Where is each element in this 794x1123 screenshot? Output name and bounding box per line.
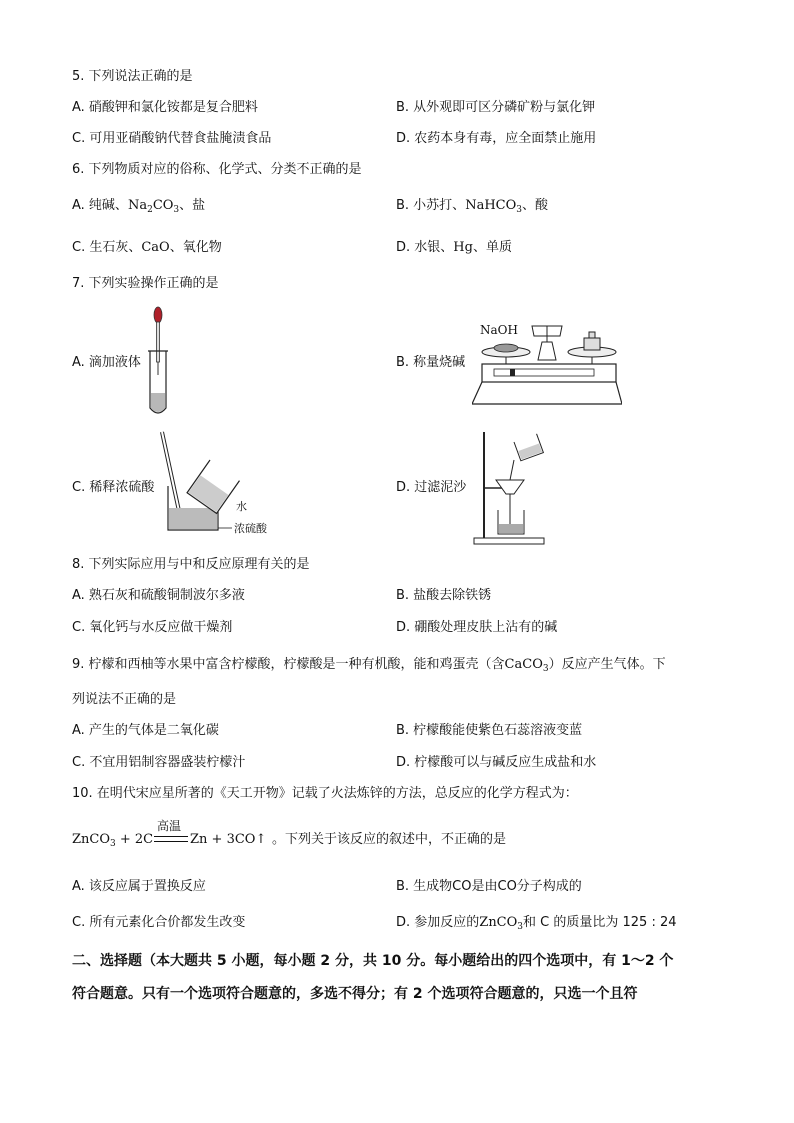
q8-stem: 8. 下列实际应用与中和反应原理有关的是 (72, 557, 310, 572)
q5-stem: 5. 下列说法正确的是 (72, 69, 193, 84)
q6-stem: 6. 下列物质对应的俗称、化学式、分类不正确的是 (72, 162, 362, 177)
q5-option-a: A. 硝酸钾和氯化铵都是复合肥料 (72, 100, 258, 115)
q6-option-d: D. 水银、Hg、单质 (396, 240, 512, 255)
naoh-label: NaOH (480, 323, 518, 337)
q8-option-b: B. 盐酸去除铁锈 (396, 588, 492, 603)
q6-option-c: C. 生石灰、CaO、氧化物 (72, 240, 222, 255)
q10-stem-cont: 。下列关于该反应的叙述中，不正确的是 (272, 832, 507, 847)
q7-option-b: B. 称量烧碱 (396, 355, 466, 370)
q9-option-b: B. 柠檬酸能使紫色石蕊溶液变蓝 (396, 723, 583, 738)
q10-equation-right: Zn + 3CO↑ (190, 832, 267, 847)
q10-equation-left: ZnCO$_3$ + 2C (72, 832, 154, 849)
q9-option-d: D. 柠檬酸可以与碱反应生成盐和水 (396, 755, 597, 770)
q10-option-d: D. 参加反应的ZnCO$_3$和 C 的质量比为 125 : 24 (396, 915, 677, 932)
q9-option-c: C. 不宜用铝制容器盛装柠檬汁 (72, 755, 246, 770)
q10-equation-sign (154, 836, 188, 842)
q10-option-a: A. 该反应属于置换反应 (72, 879, 206, 894)
q7-stem: 7. 下列实验操作正确的是 (72, 276, 219, 291)
q6-option-a: A. 纯碱、$Na_2CO_3$、盐 (72, 198, 206, 215)
water-label: 水 (236, 500, 247, 513)
dropper-test-tube-figure (140, 303, 180, 421)
q10-option-c: C. 所有元素化合价都发生改变 (72, 915, 246, 930)
section2-heading-line2: 符合题意。只有一个选项符合题意的，多选不得分；有 2 个选项符合题意的，只选一个且符 (72, 986, 638, 1002)
q9-stem-cont: 列说法不正确的是 (72, 692, 177, 707)
q7-option-d: D. 过滤泥沙 (396, 480, 467, 495)
balance-figure (472, 312, 622, 410)
q10-equation-condition: 高温 (157, 819, 182, 833)
q7-option-a: A. 滴加液体 (72, 355, 141, 370)
q10-option-b: B. 生成物CO是由CO分子构成的 (396, 879, 582, 894)
q8-option-a: A. 熟石灰和硫酸铜制波尔多液 (72, 588, 245, 603)
section2-heading-line1: 二、选择题（本大题共 5 小题，每小题 2 分，共 10 分。每小题给出的四个选项中，有 1～2 个 (72, 953, 674, 969)
q5-option-d: D. 农药本身有毒，应全面禁止施用 (396, 131, 597, 146)
q7-option-c: C. 稀释浓硫酸 (72, 480, 155, 495)
q6-option-b: B. 小苏打、NaHCO$_3$、酸 (396, 198, 549, 215)
q5-option-b: B. 从外观即可区分磷矿粉与氯化钾 (396, 100, 596, 115)
acid-label: 浓硫酸 (234, 522, 267, 535)
q5-option-c: C. 可用亚硝酸钠代替食盐腌渍食品 (72, 131, 272, 146)
dilution-figure (140, 430, 280, 542)
filtration-figure (470, 430, 550, 548)
q8-option-c: C. 氧化钙与水反应做干燥剂 (72, 620, 233, 635)
q9-option-a: A. 产生的气体是二氧化碳 (72, 723, 219, 738)
q10-stem: 10. 在明代宋应星所著的《天工开物》记载了火法炼锌的方法，总反应的化学方程式为： (72, 786, 578, 801)
q9-stem: 9. 柠檬和西柚等水果中富含柠檬酸，柠檬酸是一种有机酸，能和鸡蛋壳（含CaCO$_3$）反应产生气体。下 (72, 657, 666, 674)
q8-option-d: D. 硼酸处理皮肤上沾有的碱 (396, 620, 558, 635)
